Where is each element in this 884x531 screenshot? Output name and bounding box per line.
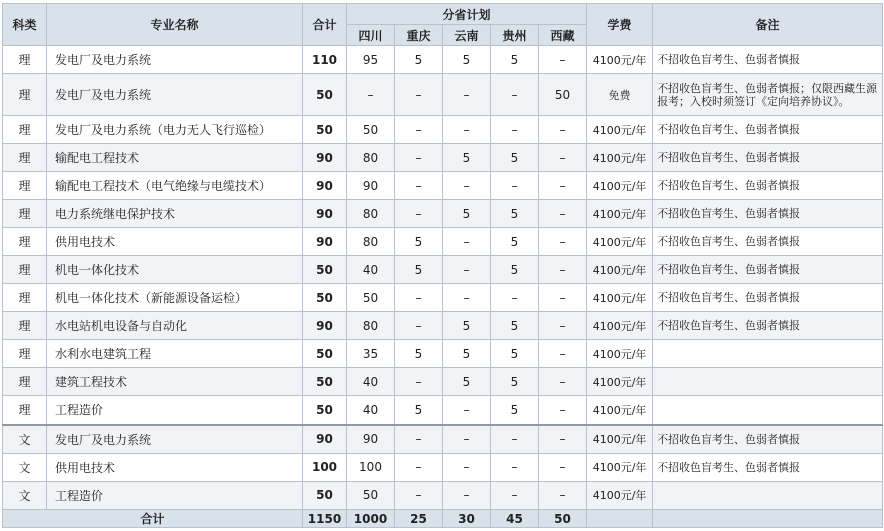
cell-total: 90	[303, 312, 347, 340]
cell-remarks	[653, 481, 883, 509]
cell-total: 50	[303, 368, 347, 396]
cell-chongqing: –	[395, 312, 443, 340]
cell-guizhou: 5	[491, 46, 539, 74]
cell-major: 供用电技术	[47, 453, 303, 481]
cell-tibet: –	[539, 116, 587, 144]
total-tuition-empty	[587, 510, 653, 528]
cell-tuition: 免费	[587, 74, 653, 116]
cell-category: 理	[3, 340, 47, 368]
header-province-sichuan: 四川	[347, 25, 395, 46]
cell-guizhou: –	[491, 74, 539, 116]
cell-tibet: –	[539, 172, 587, 200]
table-row	[3, 74, 883, 116]
cell-remarks: 不招收色盲考生、色弱者慎报	[653, 228, 883, 256]
cell-tibet: –	[539, 256, 587, 284]
cell-category: 理	[3, 200, 47, 228]
cell-yunnan: 5	[443, 200, 491, 228]
cell-yunnan: –	[443, 481, 491, 509]
cell-guizhou: 5	[491, 396, 539, 425]
cell-sichuan: 40	[347, 396, 395, 425]
cell-total: 50	[303, 396, 347, 425]
cell-total: 50	[303, 116, 347, 144]
enrollment-plan-table	[2, 3, 883, 528]
header-total: 合计	[303, 4, 347, 46]
cell-tuition: 4100元/年	[587, 425, 653, 454]
cell-remarks: 不招收色盲考生、色弱者慎报	[653, 312, 883, 340]
cell-guizhou: 5	[491, 340, 539, 368]
cell-tuition: 4100元/年	[587, 228, 653, 256]
table-row	[3, 200, 883, 228]
cell-tuition: 4100元/年	[587, 481, 653, 509]
header-remarks: 备注	[653, 4, 883, 46]
cell-chongqing: –	[395, 74, 443, 116]
cell-guizhou: –	[491, 116, 539, 144]
cell-major: 发电厂及电力系统	[47, 425, 303, 454]
table-row	[3, 481, 883, 509]
total-row	[3, 510, 883, 528]
cell-tuition: 4100元/年	[587, 116, 653, 144]
table-row	[3, 256, 883, 284]
cell-remarks: 不招收色盲考生、色弱者慎报	[653, 453, 883, 481]
cell-yunnan: 5	[443, 312, 491, 340]
cell-total: 90	[303, 172, 347, 200]
grand-total: 1150	[303, 510, 347, 528]
cell-guizhou: 5	[491, 368, 539, 396]
cell-yunnan: –	[443, 74, 491, 116]
cell-major: 供用电技术	[47, 228, 303, 256]
cell-remarks: 不招收色盲考生、色弱者慎报	[653, 172, 883, 200]
table-row	[3, 340, 883, 368]
cell-remarks	[653, 340, 883, 368]
total-label: 合计	[3, 510, 303, 528]
table-row	[3, 284, 883, 312]
header-province-tibet: 西藏	[539, 25, 587, 46]
cell-major: 机电一体化技术	[47, 256, 303, 284]
cell-category: 理	[3, 256, 47, 284]
cell-tuition: 4100元/年	[587, 312, 653, 340]
table-body	[3, 46, 883, 510]
cell-guizhou: 5	[491, 256, 539, 284]
cell-tuition: 4100元/年	[587, 340, 653, 368]
cell-guizhou: –	[491, 284, 539, 312]
cell-remarks	[653, 396, 883, 425]
header-major: 专业名称	[47, 4, 303, 46]
cell-guizhou: –	[491, 453, 539, 481]
header-tuition: 学费	[587, 4, 653, 46]
cell-yunnan: 5	[443, 340, 491, 368]
cell-chongqing: 5	[395, 256, 443, 284]
cell-total: 50	[303, 74, 347, 116]
cell-remarks: 不招收色盲考生、色弱者慎报	[653, 116, 883, 144]
cell-yunnan: 5	[443, 368, 491, 396]
cell-sichuan: 50	[347, 481, 395, 509]
cell-guizhou: 5	[491, 228, 539, 256]
cell-yunnan: –	[443, 284, 491, 312]
cell-sichuan: 50	[347, 116, 395, 144]
cell-major: 电力系统继电保护技术	[47, 200, 303, 228]
table-row	[3, 144, 883, 172]
total-remarks-empty	[653, 510, 883, 528]
cell-remarks: 不招收色盲考生、色弱者慎报	[653, 200, 883, 228]
cell-sichuan: 80	[347, 144, 395, 172]
cell-guizhou: –	[491, 481, 539, 509]
cell-category: 理	[3, 312, 47, 340]
header-province-yunnan: 云南	[443, 25, 491, 46]
cell-yunnan: –	[443, 256, 491, 284]
cell-chongqing: –	[395, 425, 443, 454]
table-row	[3, 228, 883, 256]
cell-chongqing: –	[395, 144, 443, 172]
cell-tibet: –	[539, 312, 587, 340]
cell-sichuan: 100	[347, 453, 395, 481]
cell-total: 50	[303, 340, 347, 368]
cell-category: 文	[3, 425, 47, 454]
table-row	[3, 312, 883, 340]
cell-category: 文	[3, 453, 47, 481]
cell-total: 90	[303, 200, 347, 228]
cell-chongqing: –	[395, 200, 443, 228]
cell-yunnan: –	[443, 453, 491, 481]
cell-category: 理	[3, 172, 47, 200]
cell-category: 理	[3, 144, 47, 172]
table-row	[3, 368, 883, 396]
cell-sichuan: 50	[347, 284, 395, 312]
total-yunnan: 30	[443, 510, 491, 528]
cell-remarks: 不招收色盲考生、色弱者慎报	[653, 256, 883, 284]
cell-remarks: 不招收色盲考生、色弱者慎报	[653, 144, 883, 172]
table-row	[3, 425, 883, 454]
cell-category: 理	[3, 116, 47, 144]
table-header	[3, 4, 883, 46]
cell-chongqing: –	[395, 453, 443, 481]
cell-guizhou: –	[491, 172, 539, 200]
cell-chongqing: –	[395, 172, 443, 200]
cell-sichuan: 80	[347, 200, 395, 228]
cell-sichuan: 35	[347, 340, 395, 368]
table-footer	[3, 510, 883, 528]
cell-tuition: 4100元/年	[587, 200, 653, 228]
cell-tuition: 4100元/年	[587, 144, 653, 172]
total-guizhou: 45	[491, 510, 539, 528]
cell-tuition: 4100元/年	[587, 396, 653, 425]
cell-total: 50	[303, 481, 347, 509]
cell-major: 机电一体化技术（新能源设备运检）	[47, 284, 303, 312]
cell-major: 发电厂及电力系统	[47, 46, 303, 74]
cell-sichuan: 80	[347, 312, 395, 340]
cell-chongqing: –	[395, 284, 443, 312]
cell-yunnan: –	[443, 396, 491, 425]
cell-sichuan: 40	[347, 368, 395, 396]
cell-category: 理	[3, 284, 47, 312]
cell-major: 水利水电建筑工程	[47, 340, 303, 368]
table-row	[3, 116, 883, 144]
cell-remarks	[653, 368, 883, 396]
cell-remarks: 不招收色盲考生、色弱者慎报	[653, 425, 883, 454]
cell-remarks: 不招收色盲考生、色弱者慎报	[653, 284, 883, 312]
cell-tibet: –	[539, 481, 587, 509]
cell-tibet: –	[539, 284, 587, 312]
cell-yunnan: 5	[443, 46, 491, 74]
cell-sichuan: 40	[347, 256, 395, 284]
cell-guizhou: –	[491, 425, 539, 454]
cell-tuition: 4100元/年	[587, 256, 653, 284]
cell-chongqing: 5	[395, 228, 443, 256]
cell-category: 理	[3, 74, 47, 116]
cell-category: 理	[3, 46, 47, 74]
cell-total: 90	[303, 425, 347, 454]
cell-category: 文	[3, 481, 47, 509]
cell-total: 50	[303, 256, 347, 284]
cell-major: 水电站机电设备与自动化	[47, 312, 303, 340]
cell-remarks: 不招收色盲考生、色弱者慎报；仅限西藏生源报考；入校时须签订《定向培养协议》。	[653, 74, 883, 116]
cell-tibet: –	[539, 144, 587, 172]
cell-tibet: –	[539, 340, 587, 368]
cell-tibet: –	[539, 368, 587, 396]
cell-chongqing: 5	[395, 340, 443, 368]
total-sichuan: 1000	[347, 510, 395, 528]
cell-total: 50	[303, 284, 347, 312]
cell-category: 理	[3, 396, 47, 425]
cell-tuition: 4100元/年	[587, 453, 653, 481]
cell-category: 理	[3, 228, 47, 256]
cell-yunnan: –	[443, 425, 491, 454]
cell-chongqing: –	[395, 116, 443, 144]
cell-sichuan: 80	[347, 228, 395, 256]
cell-total: 90	[303, 144, 347, 172]
cell-tibet: –	[539, 46, 587, 74]
table-row	[3, 396, 883, 425]
cell-sichuan: 90	[347, 425, 395, 454]
header-province-guizhou: 贵州	[491, 25, 539, 46]
cell-sichuan: 95	[347, 46, 395, 74]
header-provincial-plan: 分省计划	[347, 4, 587, 25]
cell-major: 工程造价	[47, 481, 303, 509]
cell-chongqing: –	[395, 481, 443, 509]
cell-major: 输配电工程技术（电气绝缘与电缆技术）	[47, 172, 303, 200]
cell-tuition: 4100元/年	[587, 172, 653, 200]
cell-tibet: –	[539, 425, 587, 454]
total-tibet: 50	[539, 510, 587, 528]
cell-major: 工程造价	[47, 396, 303, 425]
cell-yunnan: –	[443, 116, 491, 144]
cell-total: 100	[303, 453, 347, 481]
cell-chongqing: 5	[395, 396, 443, 425]
table-row	[3, 46, 883, 74]
cell-tibet: –	[539, 396, 587, 425]
cell-tuition: 4100元/年	[587, 368, 653, 396]
cell-category: 理	[3, 368, 47, 396]
table-row	[3, 172, 883, 200]
cell-tibet: 50	[539, 74, 587, 116]
cell-sichuan: –	[347, 74, 395, 116]
cell-chongqing: 5	[395, 46, 443, 74]
header-province-chongqing: 重庆	[395, 25, 443, 46]
cell-chongqing: –	[395, 368, 443, 396]
cell-guizhou: 5	[491, 144, 539, 172]
cell-yunnan: –	[443, 228, 491, 256]
cell-total: 90	[303, 228, 347, 256]
cell-major: 建筑工程技术	[47, 368, 303, 396]
cell-sichuan: 90	[347, 172, 395, 200]
header-row-1	[3, 4, 883, 25]
table-row	[3, 453, 883, 481]
cell-major: 发电厂及电力系统（电力无人飞行巡检）	[47, 116, 303, 144]
cell-yunnan: –	[443, 172, 491, 200]
cell-tuition: 4100元/年	[587, 284, 653, 312]
cell-guizhou: 5	[491, 312, 539, 340]
cell-remarks: 不招收色盲考生、色弱者慎报	[653, 46, 883, 74]
cell-tibet: –	[539, 200, 587, 228]
cell-yunnan: 5	[443, 144, 491, 172]
cell-guizhou: 5	[491, 200, 539, 228]
cell-major: 发电厂及电力系统	[47, 74, 303, 116]
cell-tuition: 4100元/年	[587, 46, 653, 74]
header-category: 科类	[3, 4, 47, 46]
total-chongqing: 25	[395, 510, 443, 528]
cell-total: 110	[303, 46, 347, 74]
cell-tibet: –	[539, 453, 587, 481]
cell-tibet: –	[539, 228, 587, 256]
cell-major: 输配电工程技术	[47, 144, 303, 172]
